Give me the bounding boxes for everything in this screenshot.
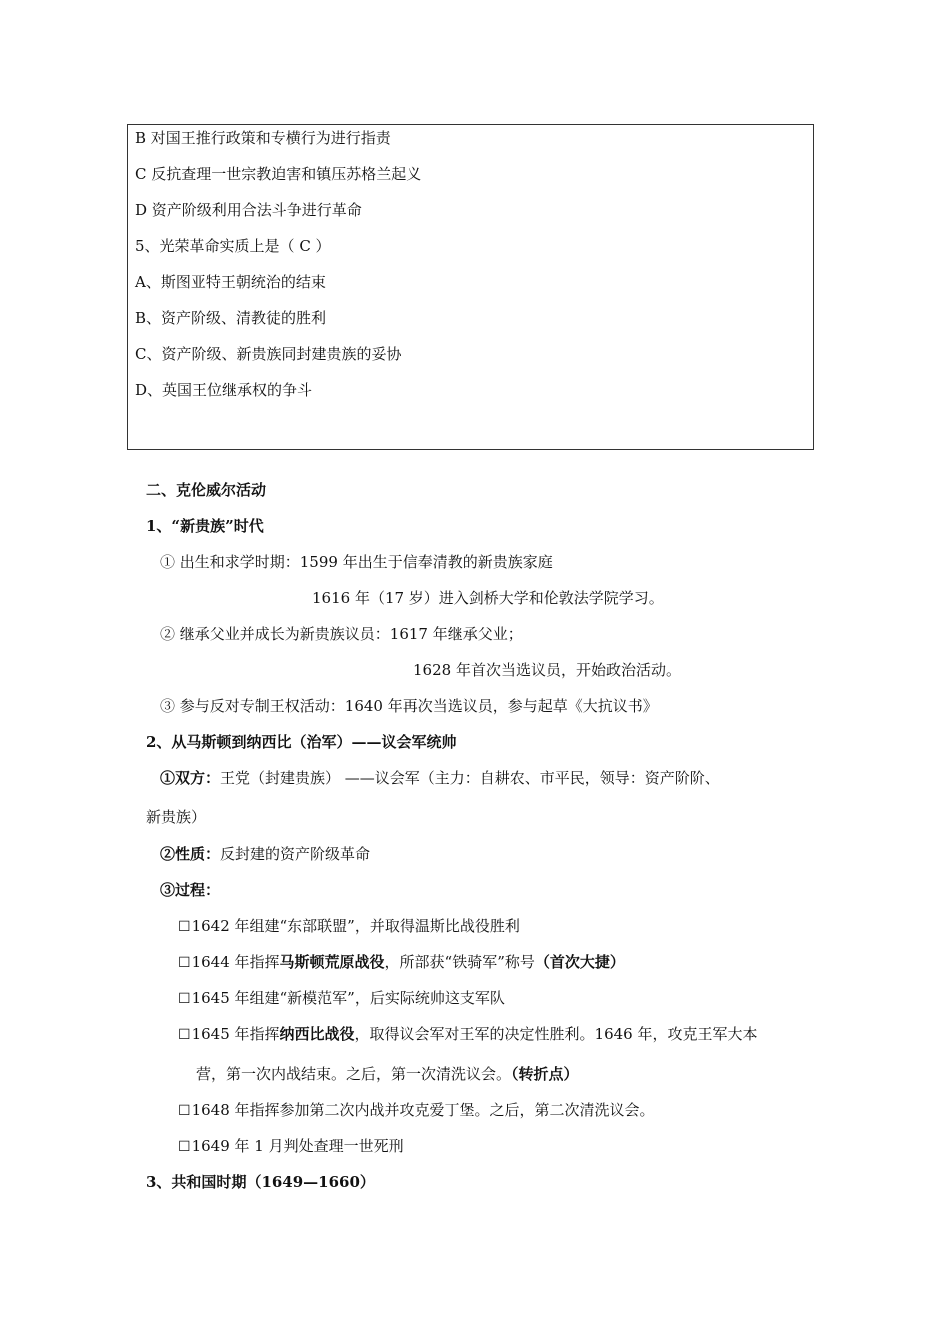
process-item-6 [178, 1136, 404, 1157]
process-text-2d: （首次大捷） [534, 953, 625, 971]
checkbox-icon: ☐ [178, 991, 191, 1007]
sub1-item-2b: 1628 年首次当选议员，开始政治活动。 [413, 661, 681, 679]
process-item-4 [178, 1024, 757, 1045]
sub1-item-2: ② 继承父业并成长为新贵族议员：1617 年继承父业； [160, 625, 523, 643]
checkbox-icon: ☐ [178, 919, 191, 935]
q5-option-d: D、英国王位继承权的争斗 [135, 381, 313, 399]
process-text-2b: 马斯顿荒原战役 [279, 953, 385, 971]
option-d-line: D 资产阶级利用合法斗争进行革命 [135, 201, 362, 219]
process-text-5: 1648 年指挥参加第二次内战并攻克爱丁堡。之后，第二次清洗议会。 [191, 1101, 655, 1119]
sub1-item-3: ③ 参与反对专制王权活动：1640 年再次当选议员，参与起草《大抗议书》 [160, 697, 658, 715]
sub1-item-1: ① 出生和求学时期：1599 年出生于信奉清教的新贵族家庭 [160, 553, 553, 571]
checkbox-icon: ☐ [178, 1027, 191, 1043]
nature-text: 反封建的资产阶级革命 [220, 845, 371, 863]
q5-option-b: B、资产阶级、清教徒的胜利 [135, 309, 327, 327]
process-text-3: 1645 年组建“新模范军”，后实际统帅这支军队 [191, 989, 505, 1007]
process-text-2a: 1644 年指挥 [191, 953, 280, 971]
process-text-4e: （转折点） [511, 1065, 579, 1083]
sides-text: 王党（封建贵族） ——议会军（主力：自耕农、市平民，领导：资产阶阶、 [220, 769, 720, 787]
nature-line [160, 844, 370, 864]
sub1-title: 1、“新贵族”时代 [146, 517, 264, 535]
process-item-1 [178, 916, 520, 937]
process-item-5 [178, 1100, 655, 1121]
process-text-4b: 纳西比战役 [279, 1025, 355, 1043]
process-text-4c: ，取得议会军对王军的决定性胜利。1646 年，攻克王军大本 [354, 1025, 758, 1043]
option-c-line: C 反抗查理一世宗教迫害和镇压苏格兰起义 [135, 165, 422, 183]
process-item-3 [178, 988, 505, 1009]
q5-option-c: C、资产阶级、新贵族同封建贵族的妥协 [135, 345, 402, 363]
nature-label: ②性质： [160, 845, 221, 863]
checkbox-icon: ☐ [178, 955, 191, 971]
checkbox-icon: ☐ [178, 1103, 191, 1119]
process-text-1: 1642 年组建“东部联盟”，并取得温斯比战役胜利 [191, 917, 520, 935]
q5-option-a: A、斯图亚特王朝统治的结束 [135, 273, 326, 291]
section-title: 二、克伦威尔活动 [146, 481, 267, 499]
sides-line-cont: 新贵族） [146, 808, 207, 826]
sides-label: ①双方： [160, 769, 221, 787]
process-text-4d: 营，第一次内战结束。之后，第一次清洗议会。 [196, 1065, 512, 1083]
process-text-2c: ，所部获“铁骑军”称号 [384, 953, 535, 971]
process-text-4a: 1645 年指挥 [191, 1025, 280, 1043]
sub1-item-1b: 1616 年（17 岁）进入剑桥大学和伦敦法学院学习。 [312, 589, 664, 607]
question-5: 5、光荣革命实质上是（ C ） [135, 237, 331, 255]
process-label: ③过程： [160, 881, 221, 899]
process-item-4-cont [196, 1064, 579, 1084]
checkbox-icon: ☐ [178, 1139, 191, 1155]
option-b-line: B 对国王推行政策和专横行为进行指责 [135, 129, 391, 147]
sub3-title: 3、共和国时期（1649—1660） [146, 1173, 375, 1191]
process-item-2 [178, 952, 625, 973]
sub2-title: 2、从马斯顿到纳西比（治军）——议会军统帅 [146, 733, 457, 751]
sides-line [160, 768, 720, 788]
process-text-6: 1649 年 1 月判处查理一世死刑 [191, 1137, 404, 1155]
